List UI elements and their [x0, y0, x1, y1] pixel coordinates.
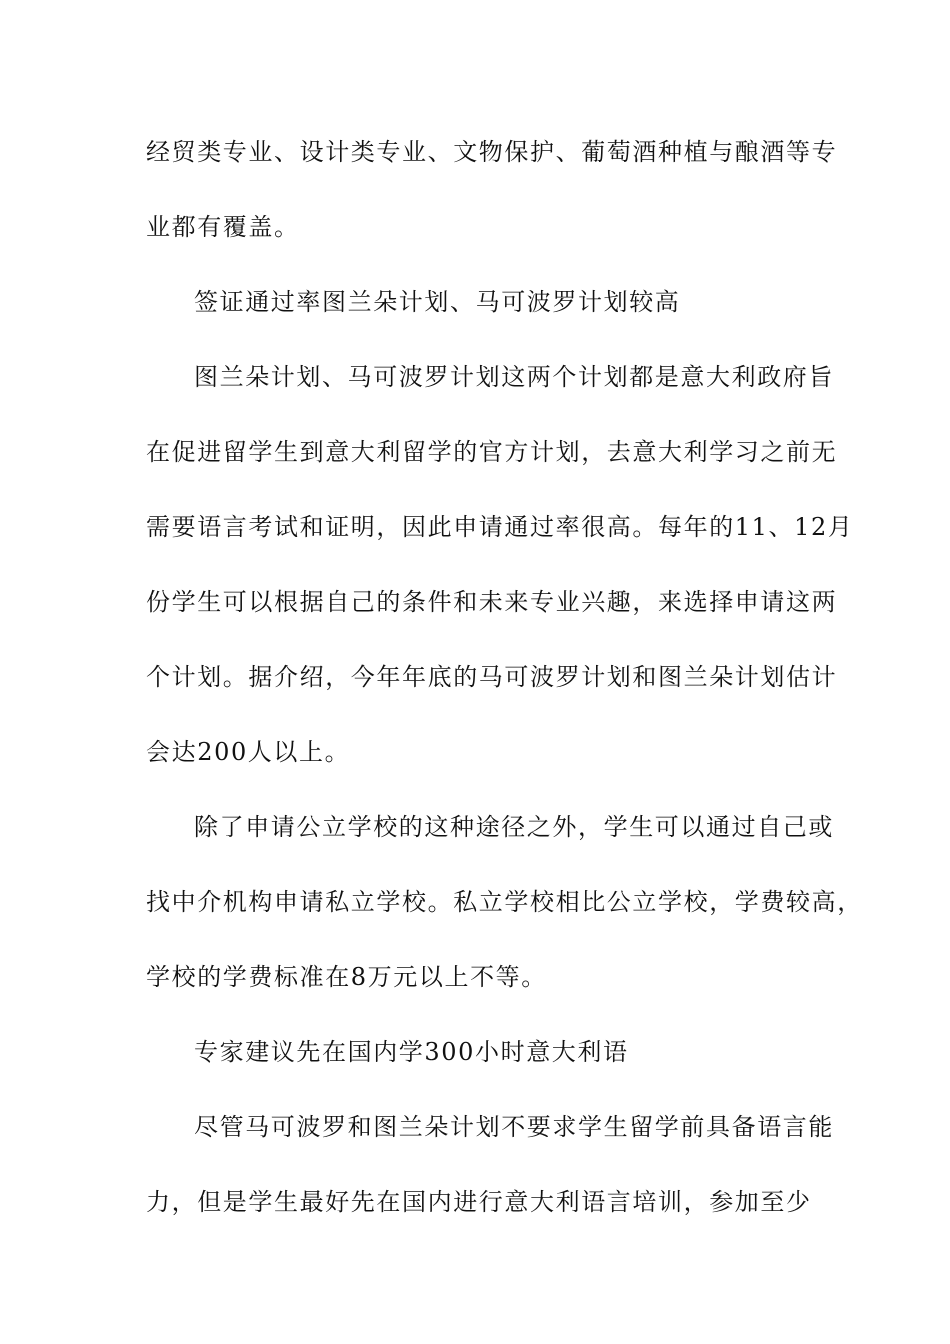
- paragraph-line: 经贸类专业、设计类专业、文物保护、葡萄酒种植与酿酒等专: [146, 138, 838, 166]
- paragraph-line: 找中介机构申请私立学校。私立学校相比公立学校，学费较高，: [146, 888, 863, 916]
- paragraph-line: 尽管马可波罗和图兰朵计划不要求学生留学前具备语言能: [194, 1113, 834, 1141]
- section-heading: 专家建议先在国内学300小时意大利语: [194, 1038, 629, 1066]
- paragraph-line: 个计划。据介绍，今年年底的马可波罗计划和图兰朵计划估计: [146, 663, 838, 691]
- paragraph-line: 在促进留学生到意大利留学的官方计划，去意大利学习之前无: [146, 438, 838, 466]
- paragraph-line: 份学生可以根据自己的条件和未来专业兴趣，来选择申请这两: [146, 588, 838, 616]
- paragraph-line: 会达200人以上。: [146, 738, 351, 766]
- paragraph-line: 图兰朵计划、马可波罗计划这两个计划都是意大利政府旨: [194, 363, 834, 391]
- paragraph-line: 力，但是学生最好先在国内进行意大利语言培训，参加至少: [146, 1188, 812, 1216]
- paragraph-line: 业都有覆盖。: [146, 213, 300, 241]
- paragraph-line: 学校的学费标准在8万元以上不等。: [146, 963, 547, 991]
- section-heading: 签证通过率图兰朵计划、马可波罗计划较高: [194, 288, 681, 316]
- paragraph-line: 需要语言考试和证明，因此申请通过率很高。每年的11、12月: [146, 513, 854, 541]
- paragraph-line: 除了申请公立学校的这种途径之外，学生可以通过自己或: [194, 813, 834, 841]
